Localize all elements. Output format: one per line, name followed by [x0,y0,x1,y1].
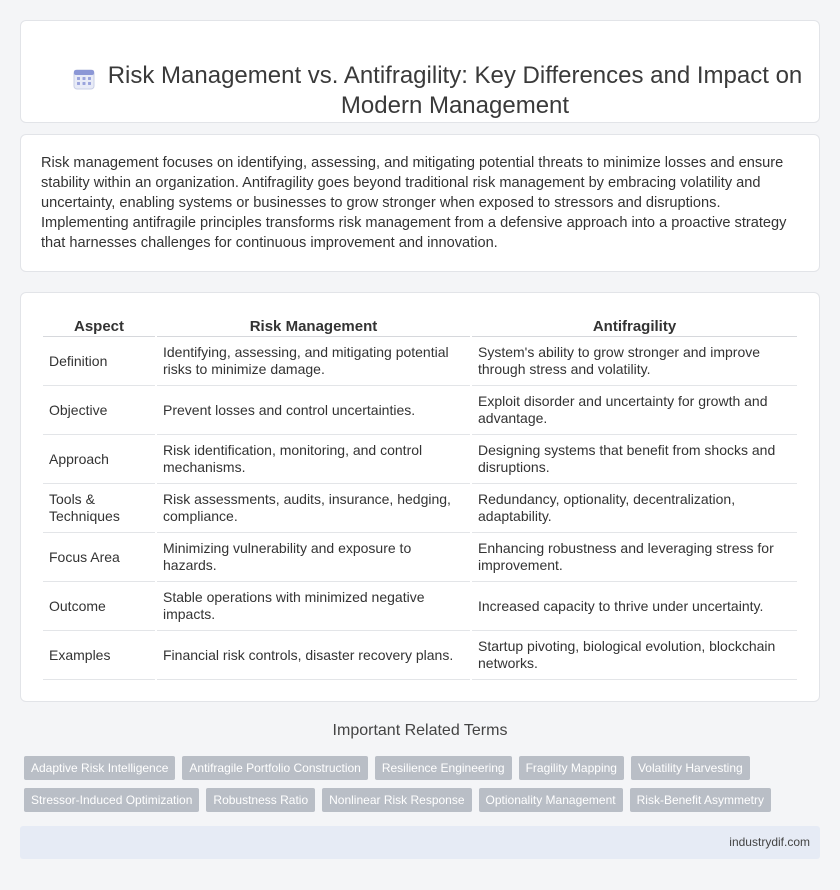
cell-risk-management: Identifying, assessing, and mitigating potential risks to minimize damage. [157,337,470,386]
cell-risk-management: Risk identification, monitoring, and control mechanisms. [157,435,470,484]
tag-resilience-engineering[interactable]: Resilience Engineering [375,756,512,780]
footer [20,826,820,859]
table-row [43,386,797,435]
related-terms-heading: Important Related Terms [332,722,508,739]
page-title: Risk Management vs. Antifragility: Key Differences and Impact on Modern Management [107,62,803,119]
cell-aspect: Outcome [43,582,155,631]
header-antifragility: Antifragility [472,308,797,337]
cell-risk-management: Minimizing vulnerability and exposure to hazards. [157,533,470,582]
table-header-row [43,308,797,337]
cell-antifragility: Designing systems that benefit from shocks and disruptions. [472,435,797,484]
cell-antifragility: Exploit disorder and uncertainty for growth and advantage. [472,386,797,435]
cell-aspect: Approach [43,435,155,484]
cell-antifragility: System's ability to grow stronger and improve through stress and volatility. [472,337,797,386]
cell-aspect: Examples [43,631,155,680]
cell-aspect: Definition [43,337,155,386]
comparison-card [20,292,820,702]
tag-antifragile-portfolio-construction[interactable]: Antifragile Portfolio Construction [182,756,367,780]
cell-antifragility: Enhancing robustness and leveraging stress for improvement. [472,533,797,582]
tag-fragility-mapping[interactable]: Fragility Mapping [519,756,624,780]
header-risk-management: Risk Management [157,308,470,337]
intro-card [20,134,820,272]
tag-nonlinear-risk-response[interactable]: Nonlinear Risk Response [322,788,471,812]
tag-stressor-induced-optimization[interactable]: Stressor-Induced Optimization [24,788,199,812]
cell-antifragility: Increased capacity to thrive under uncertainty. [472,582,797,631]
table-row [43,631,797,680]
cell-antifragility: Redundancy, optionality, decentralization, adaptability. [472,484,797,533]
related-terms [24,756,824,820]
tag-row [24,788,824,812]
cell-aspect: Focus Area [43,533,155,582]
table-row [43,533,797,582]
tag-adaptive-risk-intelligence[interactable]: Adaptive Risk Intelligence [24,756,175,780]
cell-aspect: Tools & Techniques [43,484,155,533]
tag-risk-benefit-asymmetry[interactable]: Risk-Benefit Asymmetry [630,788,771,812]
cell-aspect: Objective [43,386,155,435]
cell-risk-management: Stable operations with minimized negative impacts. [157,582,470,631]
cell-risk-management: Prevent losses and control uncertainties. [157,386,470,435]
intro-paragraph: Risk management focuses on identifying, assessing, and mitigating potential threats to minimize losses and ensure stability within an organization. Antifragility goes beyond traditional risk management by embracing volatility and uncertainty, enabling systems or businesses to grow stronger when exposed to stressors and disruptions. Implementing antifragile principles transforms risk management from a defensive approach into a proactive strategy that harnesses challenges for continuous improvement and innovation. [41,155,787,251]
tag-volatility-harvesting[interactable]: Volatility Harvesting [631,756,750,780]
title-card [20,20,820,123]
tag-row [24,756,824,780]
cell-risk-management: Financial risk controls, disaster recovery plans. [157,631,470,680]
footer-site-link[interactable]: industrydif.com [729,835,810,849]
tag-optionality-management[interactable]: Optionality Management [479,788,623,812]
cell-risk-management: Risk assessments, audits, insurance, hedging, compliance. [157,484,470,533]
table-row [43,337,797,386]
header-aspect: Aspect [43,308,155,337]
cell-antifragility: Startup pivoting, biological evolution, blockchain networks. [472,631,797,680]
table-row [43,435,797,484]
table-row [43,484,797,533]
tag-robustness-ratio[interactable]: Robustness Ratio [206,788,315,812]
table-row [43,582,797,631]
calendar-icon [73,68,95,90]
comparison-table [41,308,799,680]
